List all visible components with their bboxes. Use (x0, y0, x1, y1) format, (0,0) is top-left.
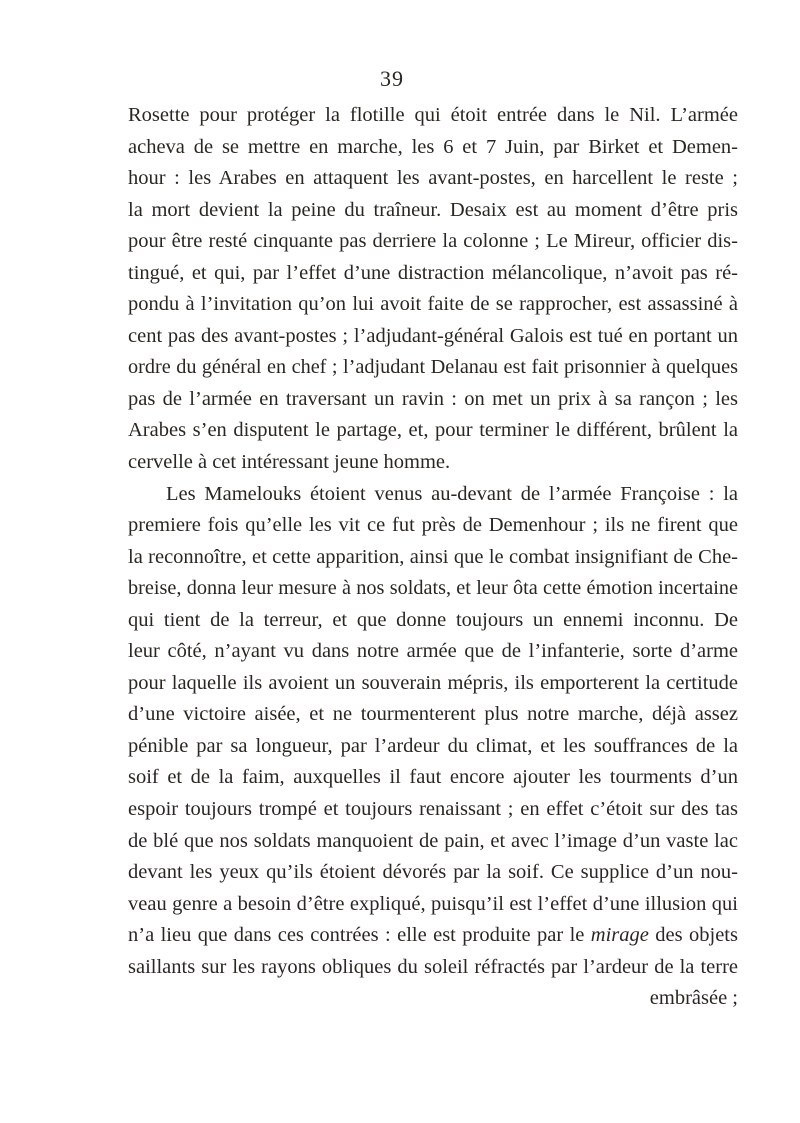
text-line: ordre du général en chef ; l’adjudant Delanau est fait prisonnier à quelques (128, 356, 738, 379)
text-line: espoir toujours trompé et toujours renaissant ; en effet c’étoit sur des tas (128, 798, 738, 821)
text-line: leur côté, n’ayant vu dans notre armée que de l’infanterie, sorte d’arme (128, 640, 738, 663)
text-line: pondu à l’invitation qu’on lui avoit faite de se rapprocher, est assassiné à (128, 293, 738, 316)
text-line: pour être resté cinquante pas derriere la colonne ; Le Mireur, officier dis- (128, 230, 738, 253)
text-line: cervelle à cet intéressant jeune homme. (128, 451, 451, 474)
text-line: premiere fois qu’elle les vit ce fut près de Demenhour ; ils ne firent que (128, 514, 738, 537)
text-line: Rosette pour protéger la flotille qui étoit entrée dans le Nil. L’armée (128, 104, 738, 126)
text-segment: des objets (648, 924, 738, 947)
text-line: la reconnoître, et cette apparition, ainsi que le combat insignifiant de Che- (128, 545, 738, 568)
italic-term-mirage: mirage (590, 924, 649, 947)
text-line: soif et de la faim, auxquelles il faut encore ajouter les tourments d’un (128, 766, 738, 789)
text-line: veau genre a besoin d’être expliqué, puisqu’il est l’effet d’une illusion qui (128, 892, 738, 915)
text-line: pénible par sa longueur, par l’ardeur du climat, et les souffrances de la (128, 734, 738, 757)
text-line: Les Mamelouks étoient venus au-devant de l’armée Françoise : la (166, 482, 738, 505)
page-number: 39 (380, 66, 404, 91)
text-line: Arabes s’en disputent le partage, et, pour terminer le différent, brûlent la (128, 419, 738, 442)
text-line-with-italic (128, 920, 738, 952)
catchword-line: embrâsée ; (649, 987, 738, 1010)
text-segment: n’a lieu que dans ces contrées : elle est produite par le (128, 924, 591, 947)
text-line: de blé que nos soldats manquoient de pain, et avec l’image d’un vaste lac (128, 829, 738, 852)
text-line: saillants sur les rayons obliques du soleil réfractés par l’ardeur de la terre (128, 955, 738, 978)
text-line: hour : les Arabes en attaquent les avant-postes, en harcellent le reste ; (128, 167, 738, 190)
text-line: tingué, et qui, par l’effet d’une distraction mélancolique, n’avoit pas ré- (128, 261, 738, 284)
body-text (128, 100, 738, 1015)
text-line: pas de l’armée en traversant un ravin : on met un prix à sa rançon ; les (128, 387, 738, 410)
text-line: acheva de se mettre en marche, les 6 et 7 Juin, par Birket et Demen- (128, 135, 738, 158)
text-line: la mort devient la peine du traîneur. Desaix est au moment d’être pris (128, 198, 738, 221)
text-line: qui tient de la terreur, et que donne toujours un ennemi inconnu. De (128, 608, 738, 631)
text-line: d’une victoire aisée, et ne tourmenterent plus notre marche, déjà assez (128, 703, 738, 726)
text-line: cent pas des avant-postes ; l’adjudant-général Galois est tué en portant un (128, 324, 738, 347)
text-line: breise, donna leur mesure à nos soldats, et leur ôta cette émotion incertaine (128, 577, 738, 600)
text-line: pour laquelle ils avoient un souverain mépris, ils emporterent la certitude (128, 671, 738, 694)
text-line: devant les yeux qu’ils étoient dévorés par la soif. Ce supplice d’un nou- (128, 861, 738, 884)
